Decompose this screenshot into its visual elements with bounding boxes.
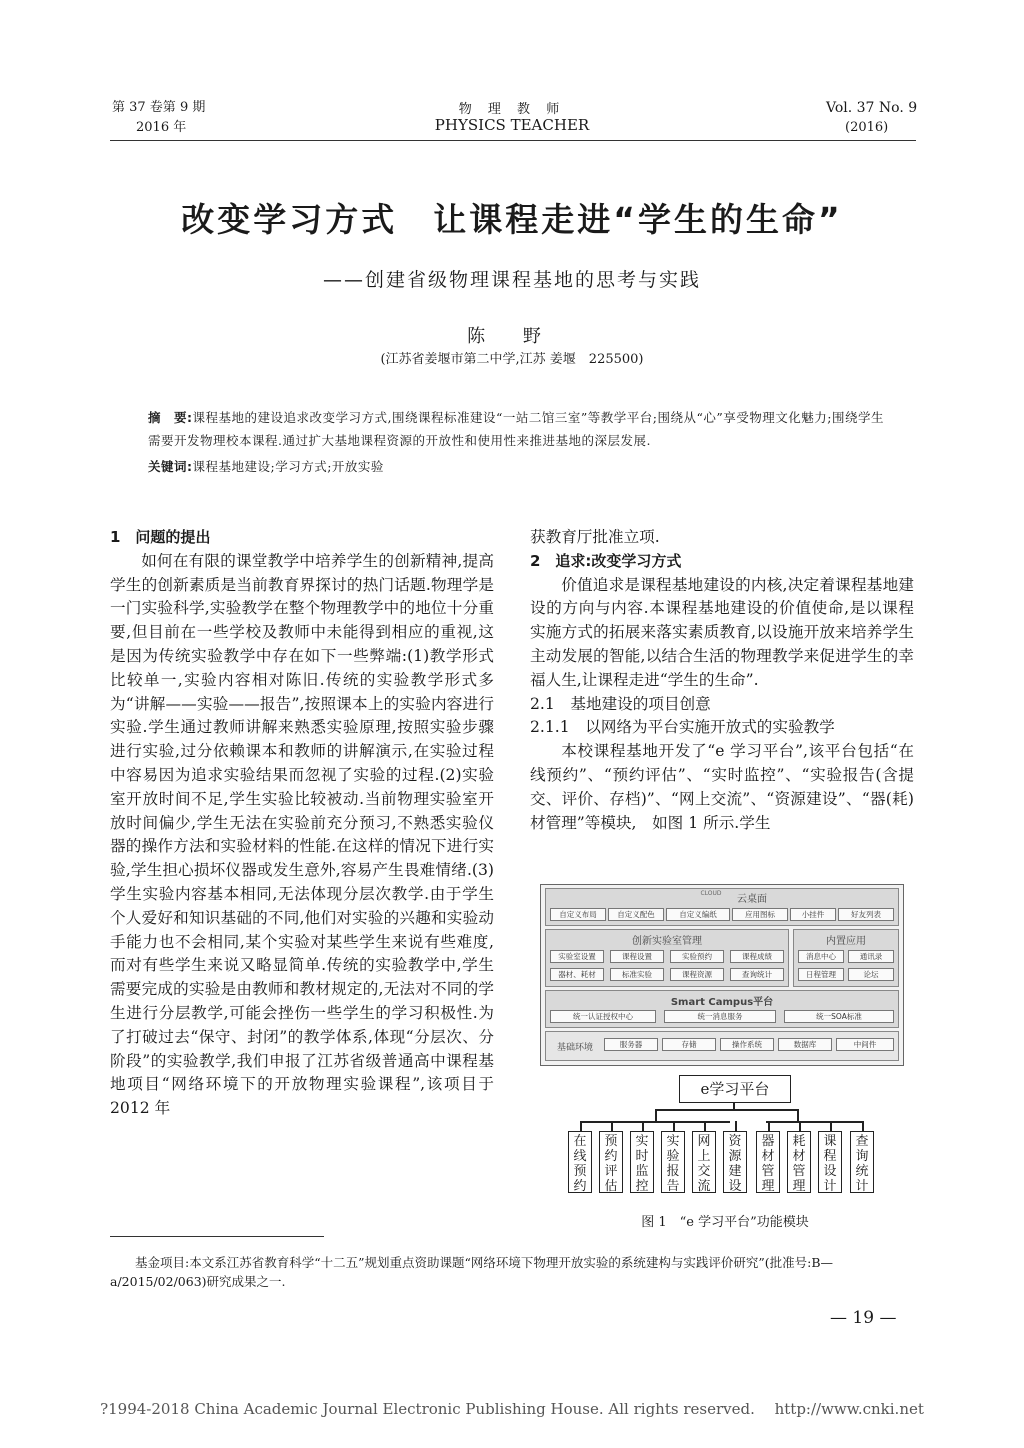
page-number: — 19 —	[830, 1308, 897, 1328]
tree-connector	[642, 1121, 644, 1131]
tree-leaf-node: 器材管理	[756, 1131, 780, 1193]
lab-item: 课程设置	[610, 950, 664, 963]
lab-item: 实验预约	[670, 950, 724, 963]
architecture-diagram	[540, 884, 904, 1066]
tree-connector	[766, 1121, 862, 1123]
tree-leaf-node: 实验报告	[661, 1131, 685, 1193]
author: 陈 野	[467, 326, 557, 347]
smart-item: 统一认证授权中心	[550, 1010, 656, 1023]
cloud-desktop-group	[545, 888, 899, 926]
cloud-item: 好友列表	[838, 908, 894, 921]
base-item: 操作系统	[720, 1038, 774, 1051]
lab-item: 标准实验	[610, 968, 664, 981]
subsection-heading-2-1: 2.1 基地建设的项目创意	[530, 694, 711, 713]
builtin-apps-group	[793, 929, 899, 987]
keywords-text: 课程基地建设;学习方式;开放实验	[192, 459, 384, 474]
builtin-apps-title: 内置应用	[826, 936, 866, 947]
section-heading-2: 2 追求:改变学习方式	[530, 551, 682, 570]
tree-leaf-node: 实时监控	[630, 1131, 654, 1193]
lab-management-title: 创新实验室管理	[632, 936, 702, 947]
tree-leaf-node: 查询统计	[850, 1131, 874, 1193]
tree-connector	[673, 1121, 675, 1131]
tree-leaf-node: 在线预约	[568, 1131, 592, 1193]
base-item: 数据库	[778, 1038, 832, 1051]
figure-caption: 图 1 “e 学习平台”功能模块	[641, 1215, 809, 1230]
tree-leaf-node: 耗材管理	[787, 1131, 811, 1193]
builtin-item: 日程管理	[798, 968, 844, 981]
affiliation: (江苏省姜堰市第二中学,江苏 姜堰 225500)	[380, 352, 644, 367]
section-2-paragraph: 价值追求是课程基地建设的内核,决定着课程基地建设的方向与内容.本课程基地建设的价值使命,是以课程实施方式的拓展来落实素质教育,以设施开放来培养学生主动发展的智能,以结合生活的物理教学来促进学生的幸福人生,让课程走进“学生的生命”.	[530, 575, 914, 689]
smart-campus-title: Smart Campus平台	[670, 997, 774, 1008]
header-volume: 第 37 卷第 9 期	[112, 100, 206, 115]
tree-connector	[611, 1121, 613, 1131]
funding-footnote: 基金项目:本文系江苏省教育科学“十二五”规划重点资助课题“网络环境下物理开放实验的系统建构与实践评价研究”(批准号:B—a/2015/02/063)研究成果之一.	[110, 1255, 834, 1289]
tree-leaf-node: 预约评估	[599, 1131, 623, 1193]
cloud-item: 自定义布局	[550, 908, 606, 921]
abstract-label: 摘 要:	[148, 410, 193, 425]
subsection-heading-2-1-1: 2.1.1 以网络为平台实施开放式的实验教学	[530, 718, 835, 737]
left-column	[110, 526, 494, 1121]
builtin-item: 通讯录	[848, 950, 894, 963]
lab-item: 课程资源	[670, 968, 724, 981]
article-title: 改变学习方式 让课程走进“学生的生命”	[181, 200, 843, 239]
header-vol-en: Vol. 37 No. 9	[826, 100, 918, 116]
tree-connector	[580, 1121, 582, 1131]
subsection-2-1-1-paragraph: 本校课程基地开发了“e 学习平台”,该平台包括“在线预约”、“预约评估”、“实时监控”、“实验报告(含提交、评价、存档)”、“网上交流”、“资源建设”、“器(耗)材管理”等模块, 如图 1 所示.学生	[530, 742, 914, 832]
section-1-continuation: 获教育厅批准立项.	[530, 528, 660, 546]
base-environment-group	[545, 1031, 899, 1061]
abstract	[148, 406, 888, 452]
tree-connector	[655, 1109, 657, 1121]
abstract-block	[148, 406, 888, 478]
article-subtitle: ——创建省级物理课程基地的思考与实践	[322, 269, 701, 291]
tree-connector	[768, 1121, 770, 1131]
lab-item: 实验室设置	[550, 950, 604, 963]
tree-connector	[799, 1121, 801, 1131]
lab-item: 课程成绩	[730, 950, 784, 963]
cloud-item: 自定义编纸	[666, 908, 730, 921]
header-year: 2016 年	[136, 120, 187, 135]
header-year-en: (2016)	[845, 120, 889, 135]
builtin-item: 消息中心	[798, 950, 844, 963]
smart-item: 统一SOA标准	[784, 1010, 894, 1023]
lab-management-group	[545, 929, 789, 987]
smart-item: 统一消息服务	[664, 1010, 776, 1023]
journal-name-en: PHYSICS TEACHER	[434, 116, 590, 134]
section-heading-1: 1 问题的提出	[110, 528, 211, 546]
tree-connector	[797, 1109, 799, 1121]
right-column	[530, 526, 914, 835]
copyright-line: ?1994-2018 China Academic Journal Electronic Publishing House. All rights reserved. http://www.cnki.net	[100, 1400, 924, 1418]
tree-leaf-node: 资源建设	[723, 1131, 747, 1193]
abstract-text: 课程基地的建设追求改变学习方式,围绕课程标准建设“一站二馆三室”等教学平台;围绕从“心”享受物理文化魅力;围绕学生需要开发物理校本课程.通过扩大基地课程资源的开放性和使用性来推进基地的深层发展.	[148, 410, 884, 448]
tree-leaf-node: 课程设计	[818, 1131, 842, 1193]
cloud-item: 自定义配色	[608, 908, 664, 921]
keywords-label: 关键词:	[148, 459, 193, 474]
cloud-item: 应用图标	[732, 908, 788, 921]
tree-connector	[862, 1121, 864, 1131]
tree-connector	[735, 1121, 737, 1131]
cloud-logo-icon: CLOUD	[700, 890, 722, 897]
tree-leaf-node: 网上交流	[692, 1131, 716, 1193]
cloud-item: 小挂件	[790, 908, 836, 921]
smart-campus-group	[545, 990, 899, 1028]
journal-name-cn: 物 理 教 师	[458, 102, 566, 117]
base-environment-label: 基础环境	[556, 1043, 593, 1053]
base-item: 中间件	[836, 1038, 894, 1051]
tree-root-node: e学习平台	[679, 1075, 791, 1103]
lab-item: 器材、耗材	[550, 968, 604, 981]
tree-connector	[830, 1121, 832, 1131]
keywords	[148, 455, 888, 478]
builtin-item: 论坛	[848, 968, 894, 981]
base-item: 服务器	[604, 1038, 658, 1051]
section-1-paragraph: 如何在有限的课堂教学中培养学生的创新精神,提高学生的创新素质是当前教育界探讨的热门话题.物理学是一门实验科学,实验教学在整个物理教学中的地位十分重要,但目前在一些学校及教师中未能得到相应的重视,这是因为传统实验教学中存在如下一些弊端:(1)教学形式比较单一,实验内容相对陈旧.传统的实验教学形式多为“讲解——实验——报告”,按照课本上的实验内容进行实验.学生通过教师讲解来熟悉实验原理,按照实验步骤进行实验,过分依赖课本和教师的讲解演示,在实验过程中容易因为追求实验结果而忽视了实验的过程.(2)实验室开放时间不足,学生实验比较被动.当前物理实验室开放时间偏少,学生无法在实验前充分预习,不熟悉实验仪器的操作方法和实验材料的性能.在这样的情况下进行实验,学生担心损坏仪器或发生意外,容易产生畏难情绪.(3)学生实验内容基本相同,无法体现分层次教学.由于学生个人爱好和知识基础的不同,他们对实验的兴趣和实验动手能力也不会相同,某个实验对某些学生来说有些难度,而对有些学生来说又略显简单.传统的实验教学中,学生需要完成的实验是由教师和教材规定的,无法对不同的学生进行分层教学,可能会挫伤一些学生的学习积极性.为了打破过去“保守、封闭”的教学体系,体现“分层次、分阶段”的实验教学,我们申报了江苏省级普通高中课程基地项目“网络环境下的开放物理实验课程”,该项目于 2012 年	[110, 551, 494, 1118]
base-item: 存储	[662, 1038, 716, 1051]
footnote-rule	[110, 1236, 324, 1237]
header-rule	[110, 140, 916, 141]
lab-item: 查询统计	[730, 968, 784, 981]
tree-connector	[704, 1121, 706, 1131]
tree-connector	[580, 1121, 730, 1123]
tree-connector	[655, 1109, 798, 1111]
cloud-desktop-title: 云桌面	[737, 894, 767, 905]
